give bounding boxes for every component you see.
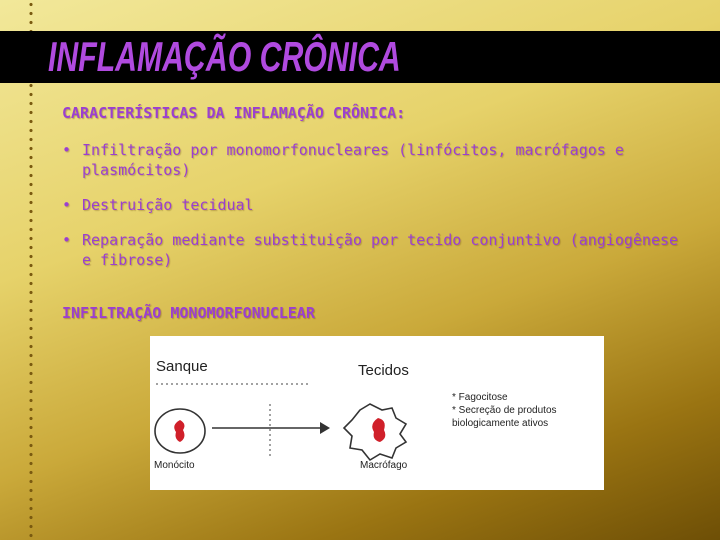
macrophage-label: Macrófago	[360, 460, 408, 471]
arrow-head	[320, 422, 330, 434]
tissues-label: Tecidos	[358, 362, 409, 379]
slide-subtitle: CARACTERÍSTICAS DA INFLAMAÇÃO CRÔNICA:	[62, 104, 406, 122]
monocyte-diagram	[150, 336, 604, 490]
note-secretion: * Secreção de produtos	[452, 405, 557, 416]
bullet-item	[62, 140, 682, 180]
monocyte-label: Monócito	[154, 460, 195, 471]
bullet-text: Infiltração por monomorfonucleares (linfócitos, macrófagos e plasmócitos)	[82, 141, 624, 179]
section-heading: INFILTRAÇÃO MONOMORFONUCLEAR	[62, 304, 315, 322]
bullet-list	[62, 140, 682, 285]
bullet-item	[62, 230, 682, 270]
note-bioactive: biologicamente ativos	[452, 418, 549, 429]
bullet-item	[62, 195, 682, 215]
blood-label: Sanque	[156, 358, 208, 375]
bullet-text: Destruição tecidual	[82, 196, 254, 214]
slide-title: INFLAMAÇÃO CRÔNICA	[48, 33, 401, 80]
note-phagocytosis: * Fagocitose	[452, 392, 508, 403]
bullet-text: Reparação mediante substituição por tecido conjuntivo (angiogênese e fibrose)	[82, 231, 679, 269]
bullet-symbol: •	[62, 231, 72, 249]
bullet-symbol: •	[62, 196, 72, 214]
bullet-symbol: •	[62, 141, 72, 159]
